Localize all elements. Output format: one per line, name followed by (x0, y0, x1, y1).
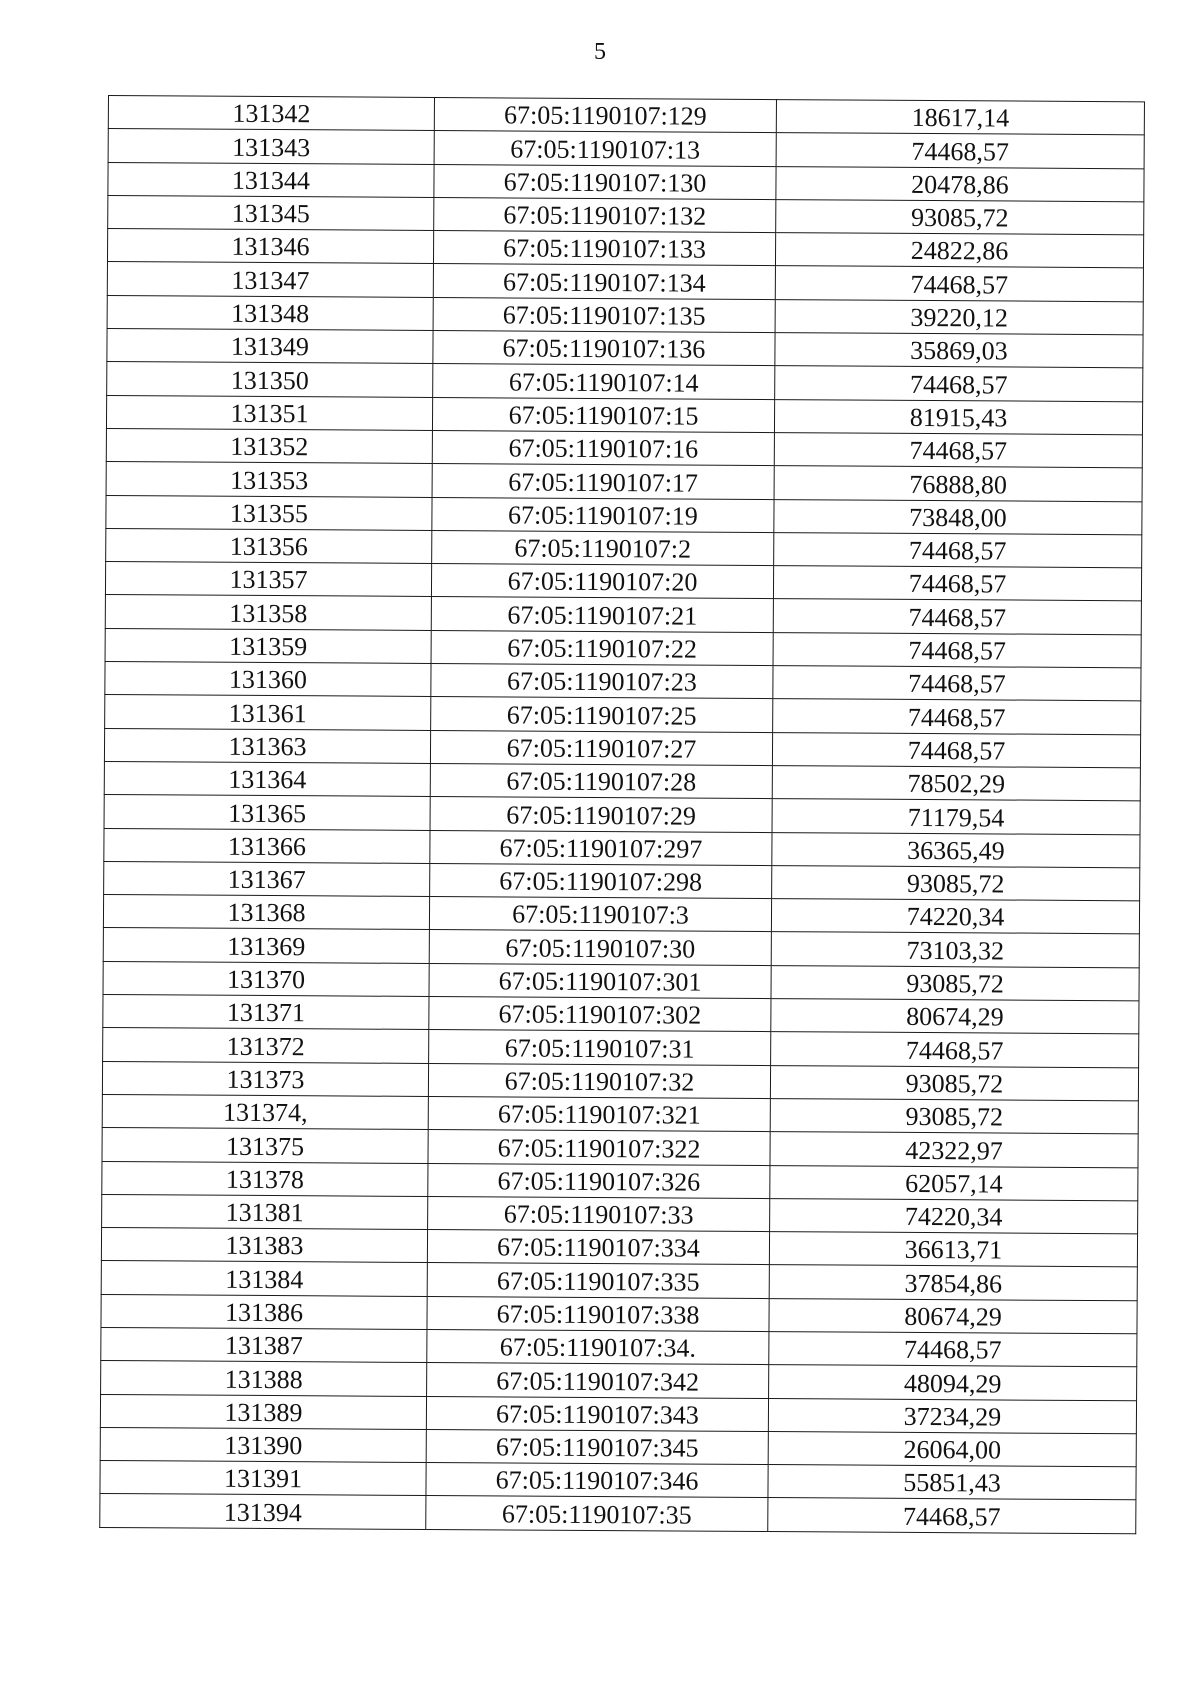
value-cell: 74220,34 (771, 899, 1139, 935)
record-number-cell: 131373 (102, 1061, 428, 1096)
record-number-cell: 131369 (103, 928, 429, 963)
cadastral-number-cell: 67:05:1190107:34. (427, 1329, 769, 1364)
table-row (104, 761, 1140, 801)
record-number-cell: 131386 (101, 1294, 427, 1329)
record-number-cell: 131383 (101, 1228, 427, 1263)
table-row (105, 662, 1141, 702)
cadastral-number-cell: 67:05:1190107:29 (430, 797, 772, 832)
record-number-cell: 131352 (106, 428, 432, 463)
value-cell: 36365,49 (772, 832, 1140, 868)
record-number-cell: 131346 (107, 229, 433, 264)
value-cell: 93085,72 (771, 965, 1139, 1001)
value-cell: 93085,72 (776, 199, 1144, 235)
table-row (105, 562, 1141, 602)
record-number-cell: 131391 (100, 1461, 426, 1496)
record-number-cell: 131375 (102, 1128, 428, 1163)
cadastral-number-cell: 67:05:1190107:13 (434, 131, 776, 166)
value-cell: 74468,57 (775, 266, 1143, 302)
value-cell: 74468,57 (774, 532, 1142, 568)
cadastral-number-cell: 67:05:1190107:334 (427, 1230, 769, 1265)
table-row (104, 728, 1140, 768)
record-number-cell: 131347 (107, 262, 433, 297)
table-row (106, 528, 1142, 568)
record-number-cell: 131342 (108, 96, 434, 131)
table-row (101, 1228, 1137, 1268)
value-cell: 74468,57 (773, 566, 1141, 602)
record-number-cell: 131360 (105, 662, 431, 697)
cadastral-number-cell: 67:05:1190107:338 (427, 1296, 769, 1331)
cadastral-number-cell: 67:05:1190107:33 (428, 1196, 770, 1231)
record-number-cell: 131358 (105, 595, 431, 630)
value-cell: 73103,32 (771, 932, 1139, 968)
cadastral-number-cell: 67:05:1190107:345 (426, 1429, 768, 1464)
page-number: 5 (594, 39, 606, 65)
cadastral-number-cell: 67:05:1190107:19 (432, 497, 774, 532)
record-number-cell: 131351 (106, 395, 432, 430)
table-row (102, 1128, 1138, 1168)
cadastral-number-cell: 67:05:1190107:298 (430, 863, 772, 898)
value-cell: 81915,43 (774, 399, 1142, 435)
record-number-cell: 131359 (105, 628, 431, 663)
cadastral-number-cell: 67:05:1190107:132 (434, 197, 776, 232)
cadastral-number-cell: 67:05:1190107:322 (428, 1130, 770, 1165)
record-number-cell: 131357 (105, 562, 431, 597)
table-row (108, 195, 1144, 235)
table-row (103, 895, 1139, 935)
cadastral-number-cell: 67:05:1190107:133 (433, 231, 775, 266)
cadastral-number-cell: 67:05:1190107:335 (427, 1263, 769, 1298)
record-number-cell: 131371 (103, 995, 429, 1030)
table-row (104, 861, 1140, 901)
cadastral-number-cell: 67:05:1190107:302 (429, 996, 771, 1031)
value-cell: 36613,71 (769, 1232, 1137, 1268)
value-cell: 74468,57 (768, 1498, 1136, 1534)
cadastral-number-cell: 67:05:1190107:326 (428, 1163, 770, 1198)
table-row (103, 928, 1139, 968)
table-row (103, 995, 1139, 1035)
record-number-cell: 131374, (102, 1094, 428, 1129)
record-number-cell: 131378 (102, 1161, 428, 1196)
record-number-cell: 131370 (103, 961, 429, 996)
value-cell: 80674,29 (769, 1298, 1137, 1334)
cadastral-number-cell: 67:05:1190107:130 (434, 164, 776, 199)
cadastral-number-cell: 67:05:1190107:297 (430, 830, 772, 865)
value-cell: 93085,72 (772, 865, 1140, 901)
cadastral-number-cell: 67:05:1190107:343 (426, 1396, 768, 1431)
table-row (102, 1161, 1138, 1201)
cadastral-number-cell: 67:05:1190107:17 (432, 464, 774, 499)
value-cell: 55851,43 (768, 1465, 1136, 1501)
cadastral-number-cell: 67:05:1190107:20 (431, 564, 773, 599)
value-cell: 37854,86 (769, 1265, 1137, 1301)
record-number-cell: 131388 (101, 1361, 427, 1396)
record-number-cell: 131353 (106, 462, 432, 497)
table-row (103, 1028, 1139, 1068)
cadastral-number-cell: 67:05:1190107:25 (431, 697, 773, 732)
value-cell: 74468,57 (773, 599, 1141, 635)
record-number-cell: 131361 (105, 695, 431, 730)
cadastral-number-cell: 67:05:1190107:30 (429, 930, 771, 965)
record-number-cell: 131387 (101, 1327, 427, 1362)
table-row (107, 262, 1143, 302)
cadastral-number-cell: 67:05:1190107:346 (426, 1463, 768, 1498)
table-row (102, 1094, 1138, 1134)
cadastral-number-cell: 67:05:1190107:135 (433, 297, 775, 332)
cadastral-number-cell: 67:05:1190107:21 (431, 597, 773, 632)
value-cell: 78502,29 (772, 766, 1140, 802)
value-cell: 80674,29 (771, 999, 1139, 1035)
table-row (101, 1327, 1137, 1367)
table-row (106, 428, 1142, 468)
data-table (99, 95, 1145, 1534)
value-cell: 74468,57 (772, 732, 1140, 768)
cadastral-number-cell: 67:05:1190107:134 (433, 264, 775, 299)
value-cell: 71179,54 (772, 799, 1140, 835)
value-cell: 39220,12 (775, 299, 1143, 335)
record-number-cell: 131368 (103, 895, 429, 930)
record-number-cell: 131363 (104, 728, 430, 763)
table-row (101, 1261, 1137, 1301)
record-number-cell: 131366 (104, 828, 430, 863)
cadastral-number-cell: 67:05:1190107:129 (434, 97, 776, 132)
value-cell: 18617,14 (776, 100, 1144, 136)
table-row (101, 1361, 1137, 1401)
table-row (102, 1194, 1138, 1234)
value-cell: 76888,80 (774, 466, 1142, 502)
table-row (108, 129, 1144, 169)
cadastral-number-cell: 67:05:1190107:342 (427, 1363, 769, 1398)
value-cell: 26064,00 (768, 1431, 1136, 1467)
record-number-cell: 131345 (108, 195, 434, 230)
table-row (108, 162, 1144, 202)
table-row (105, 695, 1141, 735)
record-number-cell: 131364 (104, 761, 430, 796)
table-row (100, 1494, 1136, 1534)
table-row (108, 96, 1144, 136)
value-cell: 48094,29 (769, 1365, 1137, 1401)
cadastral-number-cell: 67:05:1190107:31 (429, 1030, 771, 1065)
table-row (100, 1461, 1136, 1501)
cadastral-number-cell: 67:05:1190107:136 (433, 331, 775, 366)
value-cell: 93085,72 (770, 1065, 1138, 1101)
value-cell: 74468,57 (771, 1032, 1139, 1068)
table-row (105, 628, 1141, 668)
record-number-cell: 131343 (108, 129, 434, 164)
value-cell: 74468,57 (773, 632, 1141, 668)
table-row (107, 229, 1143, 269)
table-row (106, 395, 1142, 435)
table-row (102, 1061, 1138, 1101)
table-row (104, 828, 1140, 868)
value-cell: 24822,86 (775, 233, 1143, 269)
table-body (100, 96, 1145, 1534)
value-cell: 74468,57 (769, 1332, 1137, 1368)
value-cell: 74220,34 (770, 1198, 1138, 1234)
cadastral-number-cell: 67:05:1190107:3 (429, 897, 771, 932)
value-cell: 74468,57 (774, 433, 1142, 469)
value-cell: 93085,72 (770, 1098, 1138, 1134)
value-cell: 74468,57 (773, 666, 1141, 702)
record-number-cell: 131384 (101, 1261, 427, 1296)
value-cell: 74468,57 (773, 699, 1141, 735)
table-row (101, 1294, 1137, 1334)
cadastral-number-cell: 67:05:1190107:321 (428, 1096, 770, 1131)
record-number-cell: 131390 (100, 1427, 426, 1462)
cadastral-number-cell: 67:05:1190107:23 (431, 664, 773, 699)
record-number-cell: 131355 (106, 495, 432, 530)
value-cell: 42322,97 (770, 1132, 1138, 1168)
table-row (100, 1394, 1136, 1434)
value-cell: 74468,57 (776, 133, 1144, 169)
value-cell: 62057,14 (770, 1165, 1138, 1201)
cadastral-number-cell: 67:05:1190107:15 (432, 397, 774, 432)
record-number-cell: 131348 (107, 295, 433, 330)
record-number-cell: 131372 (103, 1028, 429, 1063)
record-number-cell: 131356 (106, 528, 432, 563)
value-cell: 20478,86 (776, 166, 1144, 202)
record-number-cell: 131344 (108, 162, 434, 197)
value-cell: 37234,29 (768, 1398, 1136, 1434)
record-number-cell: 131394 (100, 1494, 426, 1529)
cadastral-number-cell: 67:05:1190107:22 (431, 630, 773, 665)
cadastral-number-cell: 67:05:1190107:35 (426, 1496, 768, 1531)
record-number-cell: 131350 (107, 362, 433, 397)
cadastral-number-cell: 67:05:1190107:32 (428, 1063, 770, 1098)
table-row (104, 795, 1140, 835)
value-cell: 35869,03 (775, 333, 1143, 369)
value-cell: 74468,57 (775, 366, 1143, 402)
table-row (107, 362, 1143, 402)
table-row (106, 495, 1142, 535)
record-number-cell: 131349 (107, 329, 433, 364)
cadastral-number-cell: 67:05:1190107:16 (432, 430, 774, 465)
cadastral-number-cell: 67:05:1190107:27 (430, 730, 772, 765)
cadastral-number-cell: 67:05:1190107:301 (429, 963, 771, 998)
table-row (106, 462, 1142, 502)
cadastral-number-cell: 67:05:1190107:14 (433, 364, 775, 399)
record-number-cell: 131381 (102, 1194, 428, 1229)
cadastral-number-cell: 67:05:1190107:28 (430, 763, 772, 798)
table-row (103, 961, 1139, 1001)
table-row (107, 329, 1143, 369)
record-number-cell: 131367 (104, 861, 430, 896)
record-number-cell: 131389 (100, 1394, 426, 1429)
table-row (105, 595, 1141, 635)
table-row (107, 295, 1143, 335)
cadastral-number-cell: 67:05:1190107:2 (432, 530, 774, 565)
table-row (100, 1427, 1136, 1467)
record-number-cell: 131365 (104, 795, 430, 830)
value-cell: 73848,00 (774, 499, 1142, 535)
